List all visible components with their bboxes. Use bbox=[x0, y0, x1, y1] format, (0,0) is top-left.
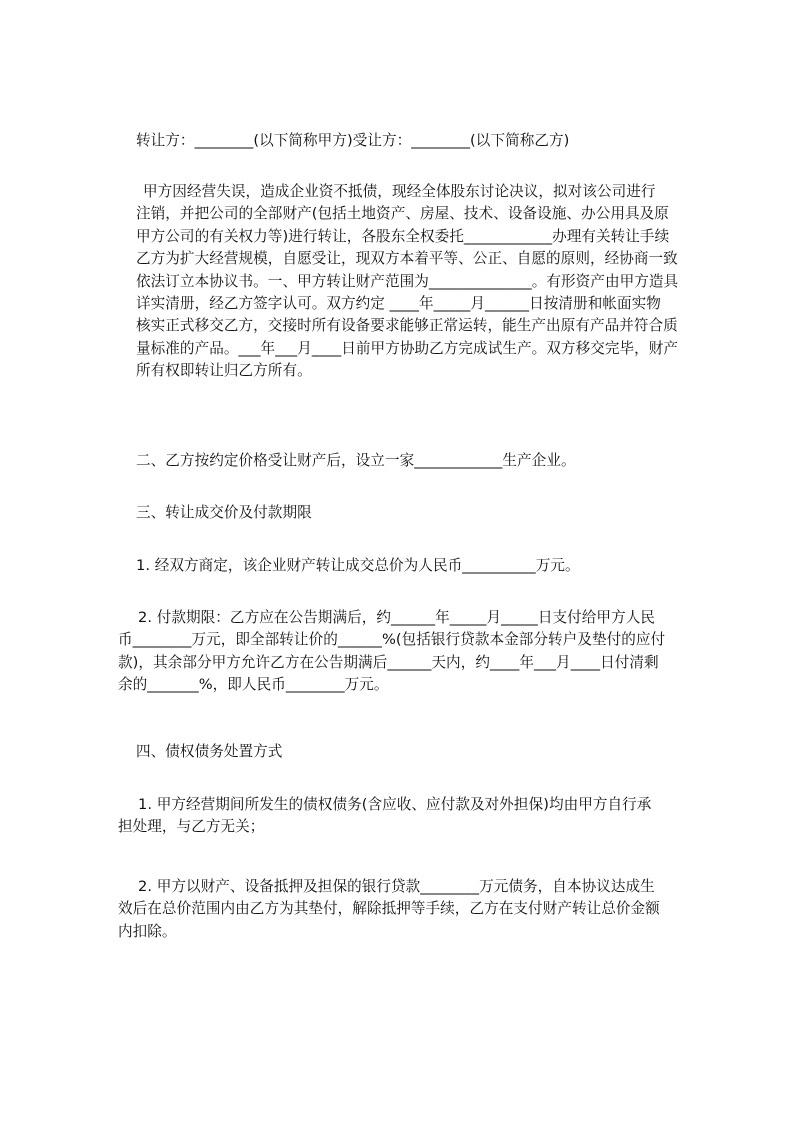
clause-4-1-paragraph bbox=[118, 794, 652, 839]
section-four-title: 四、债权债务处置方式 bbox=[136, 743, 283, 760]
paragraph-line: 1. 甲方经营期间所发生的债权债务(含应收、应付款及对外担保)均由甲方自行承 bbox=[138, 796, 652, 813]
clause-4-2-paragraph bbox=[118, 876, 660, 943]
paragraph-line: 效后在总价范围内由乙方为其垫付，解除抵押等手续，乙方在支付财产转让总价金额 bbox=[118, 900, 660, 918]
paragraph-line: 注销，并把公司的全部财产(包括土地资产、房屋、技术、设备设施、办公用具及原 bbox=[136, 205, 669, 223]
section-three-title: 三、转让成交价及付款期限 bbox=[136, 504, 312, 521]
paragraph-line: 内扣除。 bbox=[118, 922, 177, 940]
parties-line: 转让方：________(以下简称甲方)受让方：________(以下简称乙方) bbox=[136, 132, 570, 149]
paragraph-line: 2. 付款期限：乙方应在公告期满后，约______年_____月_____日支付给甲方人民 bbox=[138, 609, 656, 626]
section-two-line: 二、乙方按约定价格受让财产后，设立一家____________生产企业。 bbox=[136, 452, 576, 469]
paragraph-line: 所有权即转让归乙方所有。 bbox=[136, 362, 312, 380]
paragraph-line: 甲方因经营失误，造成企业资不抵债，现经全体股东讨论决议，拟对该公司进行 bbox=[143, 183, 656, 200]
paragraph-line: 余的_______%，即人民币________万元。 bbox=[118, 676, 389, 694]
paragraph-line: 担处理，与乙方无关； bbox=[118, 818, 265, 836]
paragraph-line: 详实清册，经乙方签字认可。双方约定 ____年_____月______日按清册和帐面实物 bbox=[136, 294, 661, 312]
section-one-paragraph bbox=[136, 181, 678, 383]
paragraph-line: 乙方为扩大经营规模，自愿受让，现双方本着平等、公正、自愿的原则，经协商一致 bbox=[136, 250, 678, 268]
clause-3-2-paragraph bbox=[118, 607, 666, 697]
paragraph-line: 量标准的产品。___年___月____日前甲方协助乙方完成试生产。双方移交完毕，财产 bbox=[136, 339, 679, 357]
clause-3-1: 1. 经双方商定，该企业财产转让成交总价为人民币__________万元。 bbox=[136, 557, 580, 574]
paragraph-line: 依法订立本协议书。一、甲方转让财产范围为______________。有形资产由甲方造具 bbox=[136, 272, 679, 290]
paragraph-line: 甲方公司的有关权力等)进行转让，各股东全权委托____________办理有关转让手续 bbox=[136, 227, 670, 245]
paragraph-line: 核实正式移交乙方，交接时所有设备要求能够正常运转，能生产出原有产品并符合质 bbox=[136, 317, 678, 335]
paragraph-line: 款)，其余部分甲方允许乙方在公告期满后______天内，约____年___月____日付清剩 bbox=[118, 653, 659, 671]
paragraph-line: 2. 甲方以财产、设备抵押及担保的银行贷款________万元债务，自本协议达成生 bbox=[138, 878, 655, 895]
paragraph-line: 币________万元，即全部转让价的______%(包括银行贷款本金部分转户及垫付的应付 bbox=[118, 631, 666, 649]
